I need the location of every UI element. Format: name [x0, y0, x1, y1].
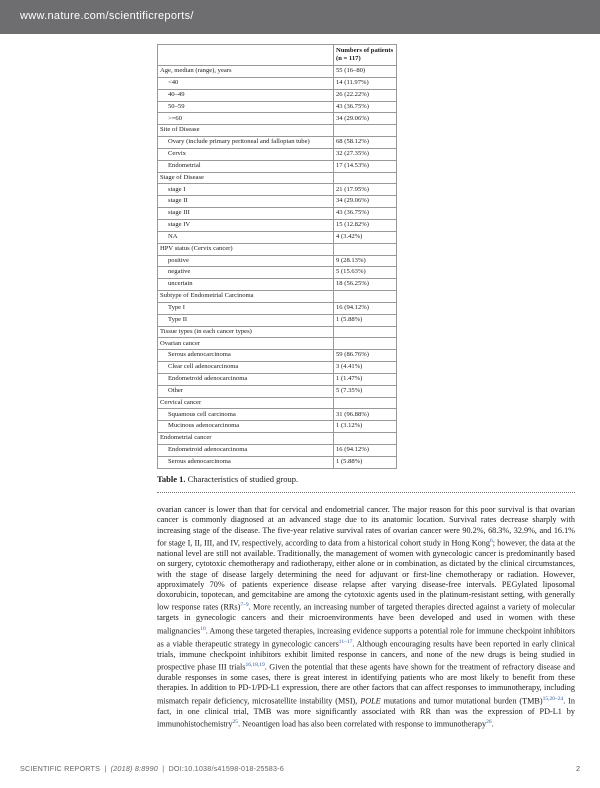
row-value — [334, 338, 397, 350]
row-value: 43 (36.75%) — [334, 101, 397, 113]
row-label: Clear cell adenocarcinoma — [158, 362, 334, 374]
row-value — [334, 397, 397, 409]
row-label: stage III — [158, 208, 334, 220]
table-row — [158, 255, 397, 267]
row-label: 50–59 — [158, 101, 334, 113]
row-label: Squamous cell carcinoma — [158, 409, 334, 421]
row-label: stage IV — [158, 219, 334, 231]
table-row — [158, 385, 397, 397]
table-row — [158, 302, 397, 314]
table-header-blank — [158, 45, 334, 66]
row-label: Subtype of Endometrial Carcinoma — [158, 291, 334, 303]
row-value: 16 (94.12%) — [334, 445, 397, 457]
row-value: 17 (14.53%) — [334, 160, 397, 172]
row-value: 14 (11.97%) — [334, 77, 397, 89]
row-value — [334, 291, 397, 303]
row-value: 18 (56.25%) — [334, 279, 397, 291]
table-header-row — [158, 45, 397, 66]
row-label: Site of Disease — [158, 125, 334, 137]
row-label: Endometroid adenocarcinoma — [158, 445, 334, 457]
page-number: 2 — [576, 764, 580, 773]
body-text — [157, 505, 575, 730]
row-label: Stage of Disease — [158, 172, 334, 184]
table-section-row — [158, 397, 397, 409]
row-label: stage I — [158, 184, 334, 196]
row-value: 1 (5.88%) — [334, 314, 397, 326]
row-label: negative — [158, 267, 334, 279]
row-value — [334, 172, 397, 184]
row-label: 40–49 — [158, 89, 334, 101]
row-label: Age, median (range), years — [158, 66, 334, 78]
table-section-row — [158, 125, 397, 137]
table-caption — [157, 474, 298, 484]
table-row — [158, 208, 397, 220]
table-row — [158, 66, 397, 78]
row-value: 21 (17.95%) — [334, 184, 397, 196]
table-row — [158, 196, 397, 208]
divider — [157, 492, 575, 493]
row-value: 68 (58.12%) — [334, 137, 397, 149]
row-value: 1 (3.12%) — [334, 421, 397, 433]
table-section-row — [158, 243, 397, 255]
row-label: >=60 — [158, 113, 334, 125]
footer-citation: (2018) 8:8990 — [110, 764, 158, 773]
table-section-row — [158, 433, 397, 445]
row-value: 34 (29.06%) — [334, 196, 397, 208]
row-value: 3 (4.41%) — [334, 362, 397, 374]
row-label: NA — [158, 231, 334, 243]
table-row — [158, 219, 397, 231]
row-label: Type II — [158, 314, 334, 326]
row-label: Endometrial — [158, 160, 334, 172]
table-row — [158, 113, 397, 125]
row-label: Serous adenocarcinoma — [158, 456, 334, 468]
table-row — [158, 350, 397, 362]
table-row — [158, 137, 397, 149]
row-label: Cervix — [158, 148, 334, 160]
table-row — [158, 373, 397, 385]
reference-link[interactable]: 26 — [486, 719, 492, 726]
top-bar — [0, 0, 600, 34]
row-value: 1 (1.47%) — [334, 373, 397, 385]
footer-doi[interactable]: DOI:10.1038/s41598-018-25583-6 — [168, 764, 284, 773]
reference-link[interactable]: 7–9 — [240, 602, 249, 609]
table-row — [158, 314, 397, 326]
table-row — [158, 89, 397, 101]
table-row — [158, 184, 397, 196]
journal-url[interactable]: www.nature.com/scientificreports/ — [20, 10, 194, 22]
page-footer: SCIENTIFIC REPORTS | (2018) 8:8990 | DOI:10.1038/s41598-018-25583-6 — [20, 764, 284, 773]
row-value: 43 (36.75%) — [334, 208, 397, 220]
row-label: HPV status (Cervix cancer) — [158, 243, 334, 255]
row-value: 16 (94.12%) — [334, 302, 397, 314]
table-row — [158, 160, 397, 172]
row-value — [334, 433, 397, 445]
row-value: 1 (5.88%) — [334, 456, 397, 468]
row-value — [334, 125, 397, 137]
table-section-row — [158, 172, 397, 184]
table-row — [158, 267, 397, 279]
table-row — [158, 279, 397, 291]
row-value — [334, 243, 397, 255]
table-row — [158, 456, 397, 468]
reference-link[interactable]: 11–17 — [338, 638, 353, 645]
row-label: Ovarian cancer — [158, 338, 334, 350]
row-value: 9 (28.13%) — [334, 255, 397, 267]
row-label: Cervical cancer — [158, 397, 334, 409]
row-value — [334, 326, 397, 338]
row-label: Mucinous adenocarcinoma — [158, 421, 334, 433]
row-value: 26 (22.22%) — [334, 89, 397, 101]
table-row — [158, 362, 397, 374]
reference-link[interactable]: 15,20–24 — [542, 695, 564, 702]
reference-link[interactable]: 10 — [200, 625, 206, 632]
row-label: positive — [158, 255, 334, 267]
row-value: 32 (27.35%) — [334, 148, 397, 160]
caption-text: Characteristics of studied group. — [187, 474, 299, 484]
table-section-row — [158, 338, 397, 350]
row-label: Type I — [158, 302, 334, 314]
row-label: Serous adenocarcinoma — [158, 350, 334, 362]
row-label: Endometroid adenocarcinoma — [158, 373, 334, 385]
table-section-row — [158, 326, 397, 338]
row-value: 5 (15.63%) — [334, 267, 397, 279]
table-header-count: Numbers of patients (n = 117) — [334, 45, 397, 66]
row-value: 31 (96.88%) — [334, 409, 397, 421]
row-value: 5 (7.35%) — [334, 385, 397, 397]
table-row — [158, 101, 397, 113]
row-value: 4 (3.42%) — [334, 231, 397, 243]
row-value: 15 (12.82%) — [334, 219, 397, 231]
row-value: 59 (86.76%) — [334, 350, 397, 362]
row-label: stage II — [158, 196, 334, 208]
row-label: Other — [158, 385, 334, 397]
body-paragraph: ovarian cancer is lower than that for cervical and endometrial cancer. The major reason for this poor survival is that ovarian cancer is commonly diagnosed at an advanced stage due to its anatomic location. Survival rates decrease sharply with increasing stage of the disease. The five-year relative survival rates of ovarian cancer were 90.2%, 68.3%, 32.9%, and 16.1% for stage I, II, III, and IV, respectively, according to data from a historical cohort study in Hong Kong$^6$; however, the data at the national level are still not available. Traditionally, the management of women with gynecologic cancer is predominantly based on surgery, cytotoxic chemotherapy and radiotherapy, either alone or in combination, as dictated by the clinical circumstances, with the stage of disease largely determining the need for adjuvant or first-line chemotherapy or radiation. However, approximately 70% of patients experience disease relapse after varying disease-free intervals. PEGylated liposomal doxorubicin, topotecan, and gemcitabine are among the cytotoxic agents used in the platinum-resistant setting, with generally low response rates (RRs)$^{7-9}$. More recently, an increasing number of targeted therapies directed against a variety of molecular targets in gynecologic cancers and their microenvironments have been developed and used in women with these malignancies$^{10}$. Among these targeted therapies, increasing evidence supports a potential role for immune checkpoint inhibitors as a viable therapeutic strategy in gynecologic cancers$^{11-17}$. Although encouraging results have been reported in early clinical trials, immune checkpoint inhibitors exhibit limited response in cancers, and none of the new drugs is being studied in prospective phase III trials$^{16,18,19}$. Given the potential that these agents have shown for the treatment of refractory disease and durable responses in some cases, there is great interest in identifying patients who are most likely to benefit from these therapies. In addition to PD-1/PD-L1 expression, there are other factors that can affect responses to immunotherapy, including mismatch repair deficiency, microsatellite instability (MSI), POLE mutations and tumor mutational burden (TMB)$^{15,20-24}$. In fact, in one clinical trial, TMB was more significantly associated with RR than was the expression of PD-L1 by immunohistochemistry$^{25}$. Neoantigen load has also been correlated with response to immunotherapy$^{26}$. — [157, 505, 576, 729]
row-value: 34 (29.06%) — [334, 113, 397, 125]
reference-link[interactable]: 25 — [232, 719, 239, 726]
row-label: Tissue types (in each cancer types) — [158, 326, 334, 338]
table-row — [158, 421, 397, 433]
table-row — [158, 445, 397, 457]
table-row — [158, 77, 397, 89]
table-row — [158, 409, 397, 421]
footer-journal: SCIENTIFIC REPORTS — [20, 764, 101, 773]
table-row — [158, 231, 397, 243]
characteristics-table — [157, 44, 397, 469]
row-label: uncertain — [158, 279, 334, 291]
row-value: 55 (16–80) — [334, 66, 397, 78]
row-label: Endometrial cancer — [158, 433, 334, 445]
row-label: Ovary (include primary peritoneal and fallopian tube) — [158, 137, 334, 149]
reference-link[interactable]: 16,18,19 — [245, 662, 265, 669]
table-row — [158, 148, 397, 160]
reference-link[interactable]: 6 — [490, 537, 493, 544]
caption-label: Table 1. — [157, 474, 186, 484]
table-section-row — [158, 291, 397, 303]
row-label: <40 — [158, 77, 334, 89]
